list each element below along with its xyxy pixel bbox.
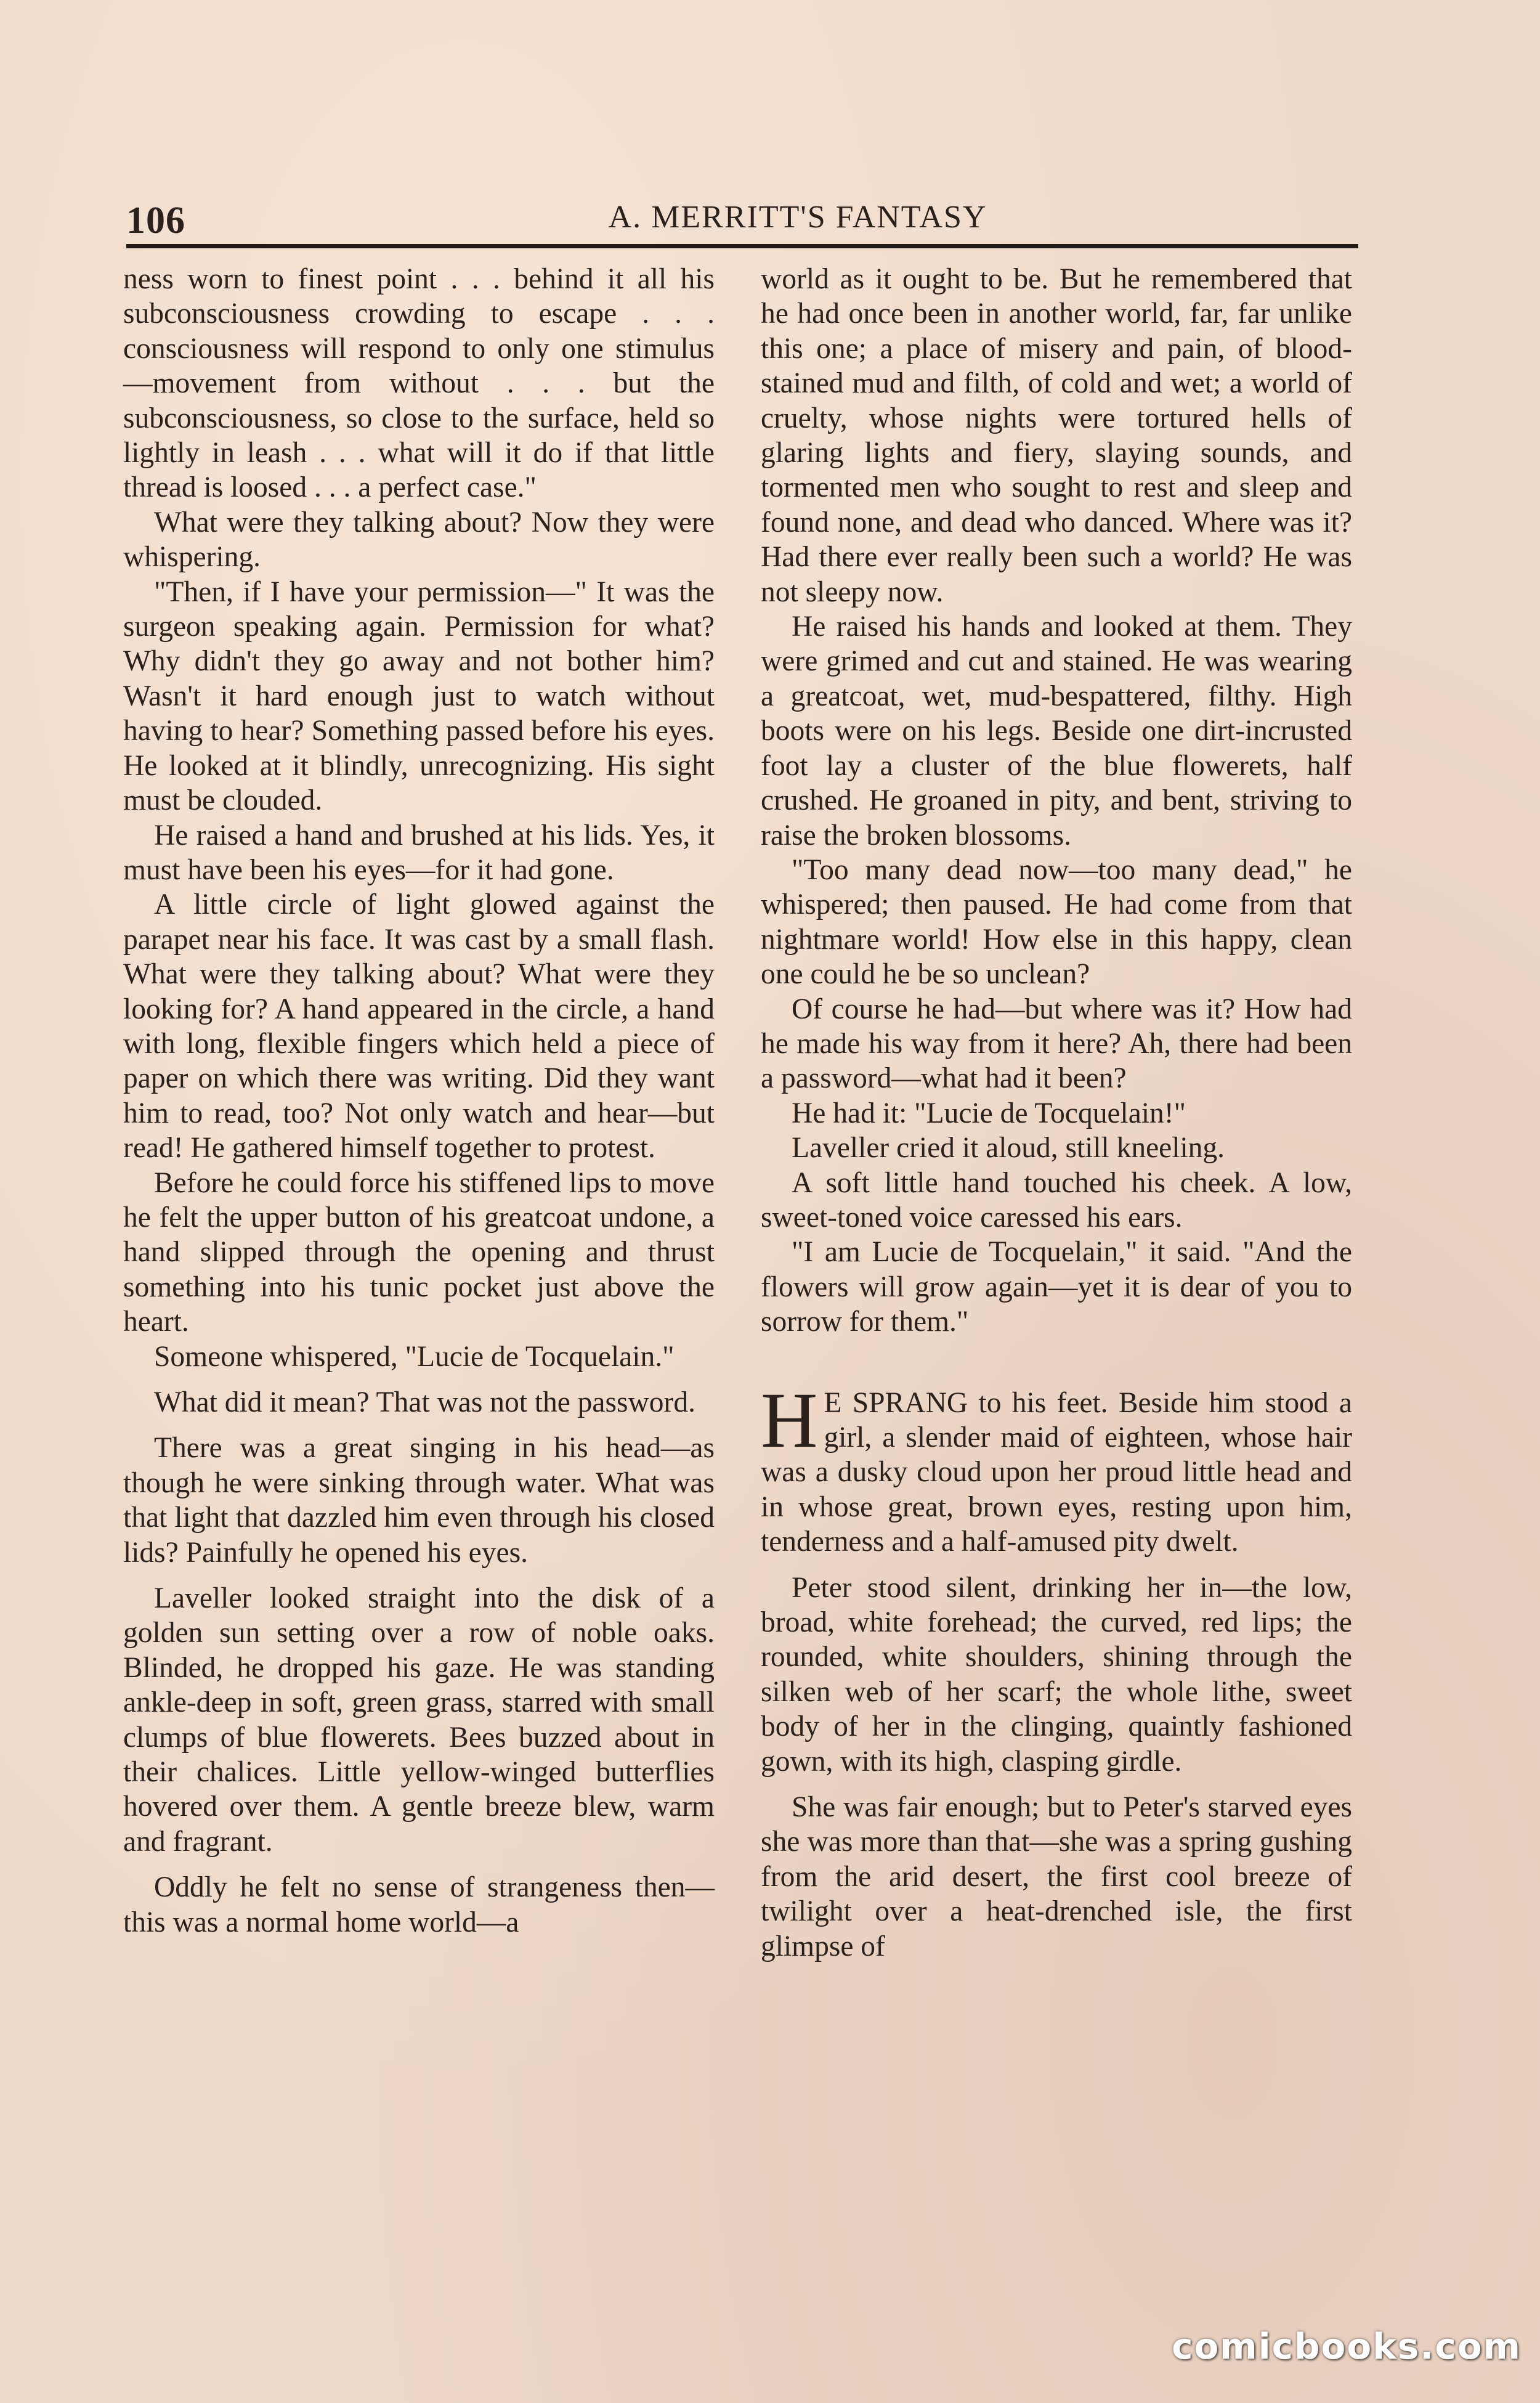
paragraph: He raised a hand and brushed at his lids. Yes, it must have been his eyes—for it had gone. xyxy=(123,819,715,886)
paragraph: Laveller cried it aloud, still kneeling. xyxy=(792,1132,1225,1165)
paragraph: Oddly he felt no sense of strangeness then—this was a normal home world—a xyxy=(123,1871,715,1938)
paragraph: What did it mean? That was not the password. xyxy=(154,1386,695,1418)
drop-cap: H xyxy=(761,1376,818,1464)
paragraph: What were they talking about? Now they were whispering. xyxy=(123,506,715,574)
page-header xyxy=(126,196,1358,245)
paragraph: He raised his hands and looked at them. They were grimed and cut and stained. He was wearing a greatcoat, wet, mud-bespattered, filthy. High boots were on his legs. Beside one dirt-incrusted foot lay a cluster of the blue flowerets, half crushed. He groaned in pity, and bent, striving to raise the broken blossoms. xyxy=(761,611,1352,852)
header-rule xyxy=(126,244,1358,248)
left-column xyxy=(123,262,715,1940)
paragraph: A little circle of light glowed against the parapet near his face. It was cast by a small flash. What were they talking about? What were they looking for? A hand appeared in the circle, a hand with long, flexible fingers which held a piece of paper on which there was writing. Did they want him to read, too? Not only watch and hear—but read! He gathered himself together to protest. xyxy=(123,888,715,1165)
section-start-text: E SPRANG to his feet. Beside him stood a girl, a slender maid of eighteen, whose hair was a dusky cloud upon her proud little head and in whose great, brown eyes, resting upon him, tenderness and a half-amused pity dwelt. xyxy=(761,1386,1352,1558)
running-title: A. MERRITT'S FANTASY xyxy=(608,200,987,235)
paragraph: "Then, if I have your permission—" It was the surgeon speaking again. Permission for what? Why didn't they go away and not bother him? Wasn't it hard enough just to watch without having to hear? Something passed before his eyes. He looked at it blindly, unrecognizing. His sight must be clouded. xyxy=(123,575,715,817)
paragraph: A soft little hand touched his cheek. A low, sweet-toned voice caressed his ears. xyxy=(761,1166,1352,1234)
paragraph: She was fair enough; but to Peter's starved eyes she was more than that—she was a spring gushing from the arid desert, the first cool breeze of twilight over a heat-drenched isle, the first glimpse of xyxy=(761,1791,1352,1962)
paragraph: Before he could force his stiffened lips to move he felt the upper button of his greatcoat undone, a hand slipped through the opening and thrust something into his tunic pocket just above the heart. xyxy=(123,1166,715,1338)
paragraph: There was a great singing in his head—as though he were sinking through water. What was that light that dazzled him even through his closed lids? Painfully he opened his eyes. xyxy=(123,1432,715,1569)
right-column xyxy=(761,262,1352,1964)
site-watermark: comicbooks.com xyxy=(1172,2325,1522,2367)
paragraph: Laveller looked straight into the disk of a golden sun setting over a row of noble oaks. Blinded, he dropped his gaze. He was standing ankle-deep in soft, green grass, starred with small clumps of blue flowerets. Bees buzzed about in their chalices. Little yellow-winged butterflies hovered over them. A gentle breeze blew, warm and fragrant. xyxy=(123,1582,715,1858)
page-number: 106 xyxy=(126,200,185,242)
paragraph: "Too many dead now—too many dead," he whispered; then paused. He had come from that nightmare world! How else in this happy, clean one could he be so unclean? xyxy=(761,853,1352,991)
paragraph: Someone whispered, "Lucie de Tocquelain." xyxy=(154,1340,675,1373)
section-start-paragraph xyxy=(761,1376,1352,1559)
paragraph: He had it: "Lucie de Tocquelain!" xyxy=(792,1097,1186,1129)
paragraph: world as it ought to be. But he remembered that he had once been in another world, far, far unlike this one; a place of misery and pain, of blood-stained mud and filth, of cold and wet; a world of cruelty, whose nights were tortured hells of glaring lights and fiery, slaying sounds, and tormented men who sought to rest and sleep and found none, and dead who danced. Where was it? Had there ever really been such a world? He was not sleepy now. xyxy=(761,263,1352,608)
paragraph: Of course he had—but where was it? How had he made his way from it here? Ah, there had been a password—what had it been? xyxy=(761,993,1352,1095)
paragraph: ness worn to finest point . . . behind it all his subconsciousness crowding to escape . . . consciousness will respond to only one stimulus—movement from without . . . but the subconsciousness, so close to the surface, held so lightly in leash . . . what will it do if that little thread is loosed . . . a perfect case." xyxy=(123,263,715,504)
paragraph: Peter stood silent, drinking her in—the low, broad, white forehead; the curved, red lips; the rounded, white shoulders, shining through the silken web of her scarf; the whole lithe, sweet body of her in the clinging, quaintly fashioned gown, with its high, clasping girdle. xyxy=(761,1571,1352,1778)
paragraph: "I am Lucie de Tocquelain," it said. "And the flowers will grow again—yet it is dear of you to sorrow for them." xyxy=(761,1236,1352,1338)
